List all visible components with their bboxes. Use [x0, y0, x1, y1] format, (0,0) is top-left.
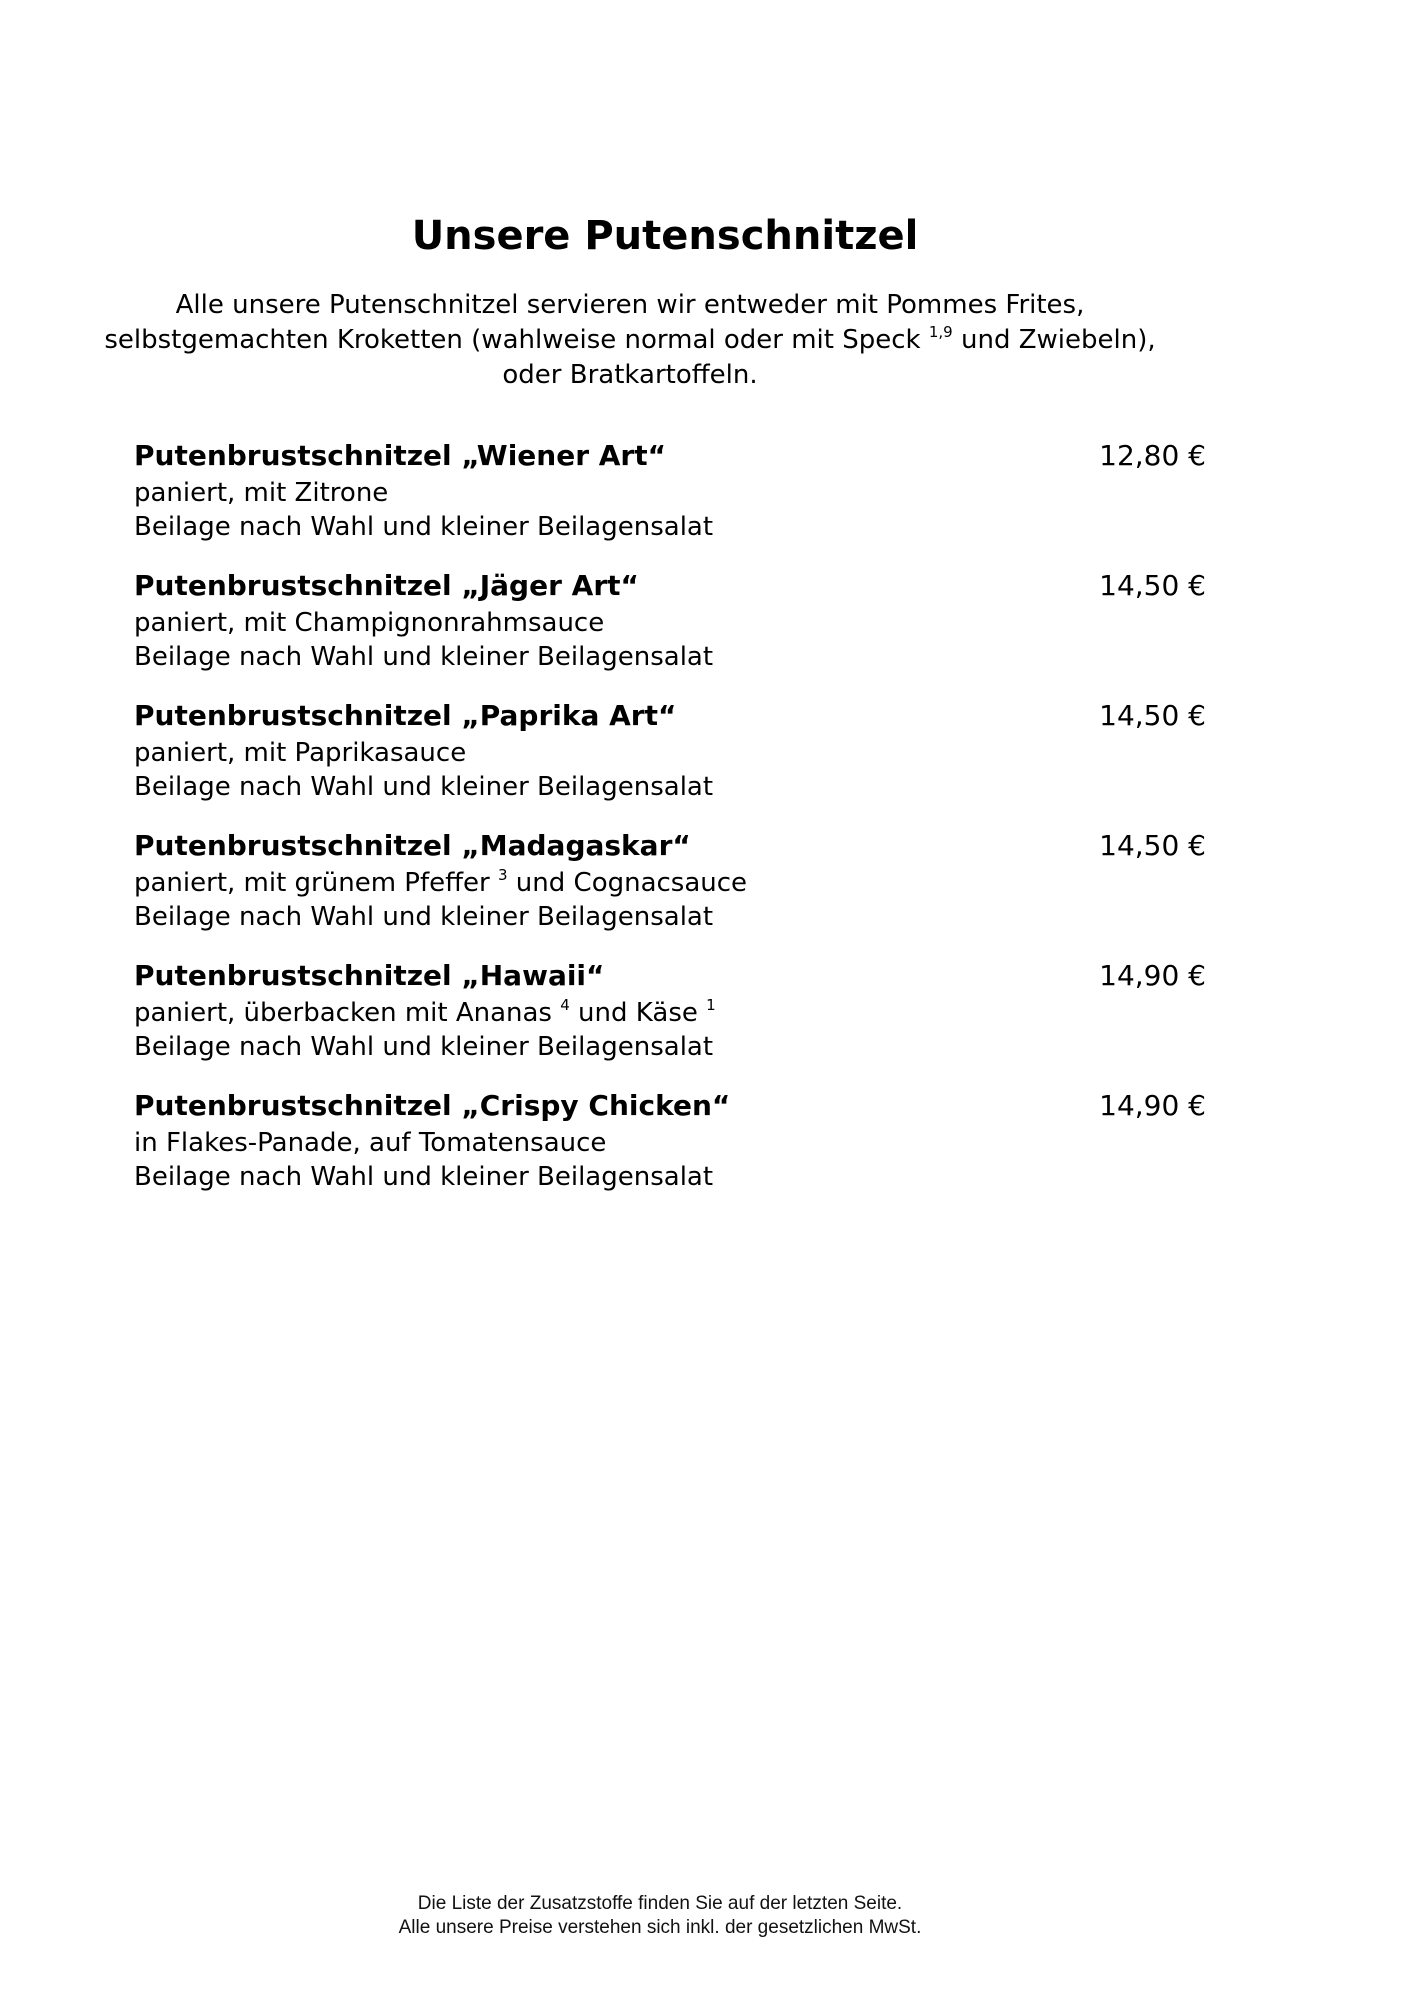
footer-note [0, 1892, 1320, 1940]
menu-item-price: 12,80 € [1099, 439, 1206, 472]
footnote-ref: 1 [706, 996, 716, 1014]
menu-item-name: Putenbrustschnitzel „Paprika Art“ [134, 699, 677, 732]
menu-item-name: Putenbrustschnitzel „Jäger Art“ [134, 569, 639, 602]
menu-item-side: Beilage nach Wahl und kleiner Beilagensalat [134, 772, 714, 802]
menu-item-price: 14,50 € [1099, 829, 1206, 862]
footnote-ref: 3 [498, 866, 508, 884]
menu-item-description: in Flakes-Panade, auf Tomatensauce [134, 1128, 607, 1158]
description-text: paniert, mit grünem Pfeffer [134, 868, 498, 898]
menu-item-price: 14,50 € [1099, 569, 1206, 602]
menu-item [134, 826, 1206, 934]
menu-item-name: Putenbrustschnitzel „Wiener Art“ [134, 439, 667, 472]
menu-list [134, 436, 1206, 1216]
intro-text [0, 288, 1260, 393]
intro-line-3: oder Bratkartoffeln. [502, 360, 758, 390]
menu-item-side: Beilage nach Wahl und kleiner Beilagensalat [134, 642, 714, 672]
description-text-end: und Cognacsauce [507, 868, 748, 898]
intro-line-2 [0, 323, 1260, 358]
footnote-ref: 1,9 [928, 323, 953, 341]
intro-line-1: Alle unsere Putenschnitzel servieren wir entweder mit Pommes Frites, [175, 290, 1085, 320]
menu-item [134, 566, 1206, 674]
menu-item-price: 14,50 € [1099, 699, 1206, 732]
menu-item-description: paniert, mit Paprikasauce [134, 738, 467, 768]
menu-item-price: 14,90 € [1099, 959, 1206, 992]
menu-item [134, 1086, 1206, 1194]
page-title: Unsere Putenschnitzel [411, 213, 919, 259]
intro-line-2-text-end: und Zwiebeln), [952, 325, 1156, 355]
menu-item-side: Beilage nach Wahl und kleiner Beilagensalat [134, 512, 714, 542]
menu-item-description [134, 996, 1206, 1030]
menu-item [134, 956, 1206, 1064]
menu-item-description: paniert, mit Champignonrahmsauce [134, 608, 605, 638]
description-text-middle: und Käse [569, 998, 707, 1028]
intro-line-2-text: selbstgemachten Kroketten (wahlweise normal oder mit Speck [104, 325, 929, 355]
menu-item-description: paniert, mit Zitrone [134, 478, 389, 508]
menu-item-side: Beilage nach Wahl und kleiner Beilagensalat [134, 902, 714, 932]
description-text: paniert, überbacken mit Ananas [134, 998, 561, 1028]
footer-line-2: Alle unsere Preise verstehen sich inkl. der gesetzlichen MwSt. [398, 1917, 922, 1938]
menu-item-side: Beilage nach Wahl und kleiner Beilagensalat [134, 1162, 714, 1192]
menu-item-side: Beilage nach Wahl und kleiner Beilagensalat [134, 1032, 714, 1062]
menu-item [134, 696, 1206, 804]
menu-item-price: 14,90 € [1099, 1089, 1206, 1122]
footnote-ref: 4 [560, 996, 570, 1014]
menu-item-name: Putenbrustschnitzel „Crispy Chicken“ [134, 1089, 731, 1122]
menu-item [134, 436, 1206, 544]
menu-item-description [134, 866, 1206, 900]
menu-item-name: Putenbrustschnitzel „Hawaii“ [134, 959, 605, 992]
menu-item-name: Putenbrustschnitzel „Madagaskar“ [134, 829, 691, 862]
footer-line-1: Die Liste der Zusatzstoffe finden Sie auf der letzten Seite. [417, 1893, 903, 1914]
